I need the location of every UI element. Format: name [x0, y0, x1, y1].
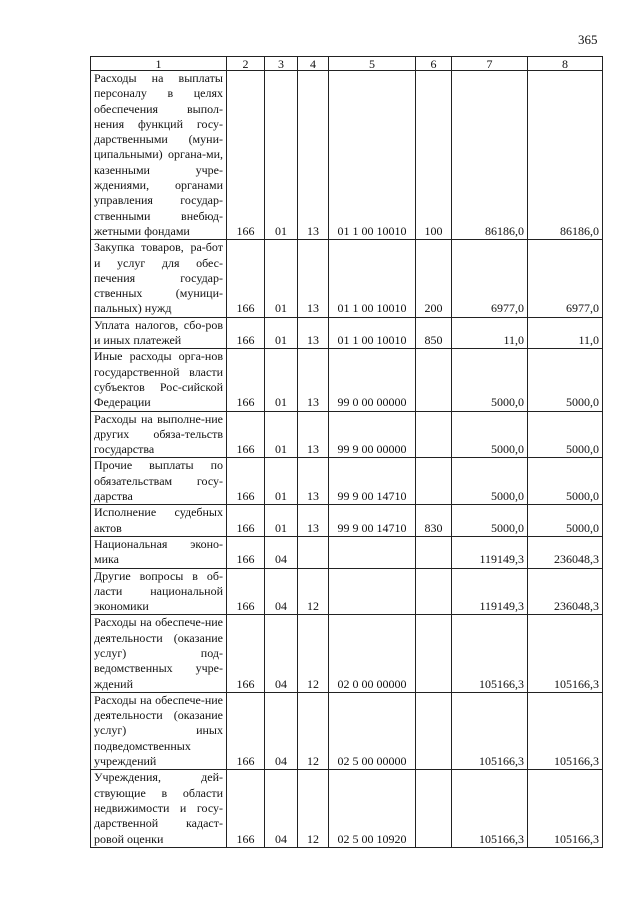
target-article-cell: 01 1 00 10010: [329, 317, 416, 349]
subsection-cell: 13: [298, 349, 329, 411]
expense-type-cell: 850: [416, 317, 452, 349]
amount-cell: 5000,0: [452, 349, 528, 411]
table-row: [91, 568, 603, 615]
code-cell: 166: [227, 317, 265, 349]
expense-type-cell: 200: [416, 240, 452, 317]
target-article-cell: 99 0 00 00000: [329, 349, 416, 411]
row-name-cell: Исполнение судебных актов: [91, 505, 227, 537]
amount-cell: 119149,3: [452, 536, 528, 568]
target-article-cell: 99 9 00 14710: [329, 505, 416, 537]
amount-cell: 236048,3: [528, 536, 603, 568]
header-row: [91, 57, 603, 71]
amount-cell: 5000,0: [528, 505, 603, 537]
header-cell: 5: [329, 57, 416, 71]
code-cell: 166: [227, 615, 265, 692]
amount-cell: 6977,0: [452, 240, 528, 317]
subsection-cell: 12: [298, 568, 329, 615]
subsection-cell: [298, 536, 329, 568]
table-row: [91, 615, 603, 692]
code-cell: 166: [227, 71, 265, 240]
target-article-cell: 02 5 00 10920: [329, 770, 416, 847]
table-row: [91, 505, 603, 537]
amount-cell: 236048,3: [528, 568, 603, 615]
amount-cell: 105166,3: [528, 770, 603, 847]
amount-cell: 105166,3: [528, 692, 603, 769]
amount-cell: 5000,0: [528, 411, 603, 458]
row-name-cell: Закупка товаров, ра-бот и услуг для обес-печения государ-ственных (муници-пальных) нужд: [91, 240, 227, 317]
amount-cell: 5000,0: [452, 458, 528, 505]
table-row: [91, 692, 603, 769]
table-row: [91, 349, 603, 411]
section-cell: 01: [265, 505, 298, 537]
expense-type-cell: [416, 770, 452, 847]
amount-cell: 5000,0: [452, 411, 528, 458]
row-name-cell: Другие вопросы в об-ласти национальной экономики: [91, 568, 227, 615]
row-name-cell: Прочие выплаты по обязательствам госу-дарства: [91, 458, 227, 505]
target-article-cell: 99 9 00 00000: [329, 411, 416, 458]
code-cell: 166: [227, 568, 265, 615]
target-article-cell: 01 1 00 10010: [329, 71, 416, 240]
amount-cell: 105166,3: [452, 770, 528, 847]
target-article-cell: 02 5 00 00000: [329, 692, 416, 769]
budget-table: [90, 56, 603, 848]
section-cell: 04: [265, 568, 298, 615]
subsection-cell: 13: [298, 411, 329, 458]
amount-cell: 6977,0: [528, 240, 603, 317]
section-cell: 01: [265, 411, 298, 458]
table-row: [91, 240, 603, 317]
amount-cell: 86186,0: [528, 71, 603, 240]
amount-cell: 5000,0: [528, 349, 603, 411]
table-row: [91, 770, 603, 847]
amount-cell: 105166,3: [452, 692, 528, 769]
amount-cell: 105166,3: [452, 615, 528, 692]
header-cell: 2: [227, 57, 265, 71]
expense-type-cell: [416, 692, 452, 769]
subsection-cell: 13: [298, 505, 329, 537]
section-cell: 04: [265, 536, 298, 568]
target-article-cell: [329, 536, 416, 568]
subsection-cell: 12: [298, 692, 329, 769]
expense-type-cell: [416, 615, 452, 692]
row-name-cell: Национальная эконо-мика: [91, 536, 227, 568]
target-article-cell: 02 0 00 00000: [329, 615, 416, 692]
section-cell: 01: [265, 349, 298, 411]
subsection-cell: 13: [298, 458, 329, 505]
header-cell: 6: [416, 57, 452, 71]
amount-cell: 5000,0: [452, 505, 528, 537]
expense-type-cell: [416, 536, 452, 568]
table-row: [91, 317, 603, 349]
row-name-cell: Учреждения, дей-ствующие в области недвижимости и госу-дарственной кадаст-ровой оценки: [91, 770, 227, 847]
target-article-cell: 99 9 00 14710: [329, 458, 416, 505]
subsection-cell: 13: [298, 240, 329, 317]
row-name-cell: Иные расходы орга-нов государственной власти субъектов Рос-сийской Федерации: [91, 349, 227, 411]
header-cell: 7: [452, 57, 528, 71]
row-name-cell: Уплата налогов, сбо-ров и иных платежей: [91, 317, 227, 349]
code-cell: 166: [227, 692, 265, 769]
expense-type-cell: [416, 349, 452, 411]
section-cell: 04: [265, 770, 298, 847]
section-cell: 01: [265, 317, 298, 349]
page-number: 365: [578, 32, 598, 47]
expense-type-cell: [416, 411, 452, 458]
row-name-cell: Расходы на обеспече-ние деятельности (оказание услуг) иных подведомственных учреждений: [91, 692, 227, 769]
header-cell: 4: [298, 57, 329, 71]
row-name-cell: Расходы на выплаты персоналу в целях обеспечения выпол-нения функций госу-дарственными (муни-ципальными) органа-ми, казенными учре-ждениями, органами управления государ-ственными внебюд-жетными фондами: [91, 71, 227, 240]
amount-cell: 11,0: [452, 317, 528, 349]
code-cell: 166: [227, 349, 265, 411]
table-row: [91, 458, 603, 505]
subsection-cell: 13: [298, 317, 329, 349]
amount-cell: 11,0: [528, 317, 603, 349]
header-cell: 8: [528, 57, 603, 71]
amount-cell: 119149,3: [452, 568, 528, 615]
header-cell: 3: [265, 57, 298, 71]
amount-cell: 86186,0: [452, 71, 528, 240]
section-cell: 01: [265, 458, 298, 505]
code-cell: 166: [227, 536, 265, 568]
section-cell: 01: [265, 71, 298, 240]
table-row: [91, 536, 603, 568]
code-cell: 166: [227, 411, 265, 458]
section-cell: 04: [265, 615, 298, 692]
code-cell: 166: [227, 458, 265, 505]
subsection-cell: 13: [298, 71, 329, 240]
target-article-cell: 01 1 00 10010: [329, 240, 416, 317]
target-article-cell: [329, 568, 416, 615]
code-cell: 166: [227, 240, 265, 317]
expense-type-cell: [416, 568, 452, 615]
amount-cell: 5000,0: [528, 458, 603, 505]
row-name-cell: Расходы на обеспече-ние деятельности (оказание услуг) под-ведомственных учре-ждений: [91, 615, 227, 692]
table-row: [91, 411, 603, 458]
section-cell: 04: [265, 692, 298, 769]
header-cell: 1: [91, 57, 227, 71]
code-cell: 166: [227, 505, 265, 537]
row-name-cell: Расходы на выполне-ние других обяза-тельств государства: [91, 411, 227, 458]
subsection-cell: 12: [298, 770, 329, 847]
table-row: [91, 71, 603, 240]
expense-type-cell: 830: [416, 505, 452, 537]
amount-cell: 105166,3: [528, 615, 603, 692]
section-cell: 01: [265, 240, 298, 317]
expense-type-cell: 100: [416, 71, 452, 240]
expense-type-cell: [416, 458, 452, 505]
subsection-cell: 12: [298, 615, 329, 692]
code-cell: 166: [227, 770, 265, 847]
